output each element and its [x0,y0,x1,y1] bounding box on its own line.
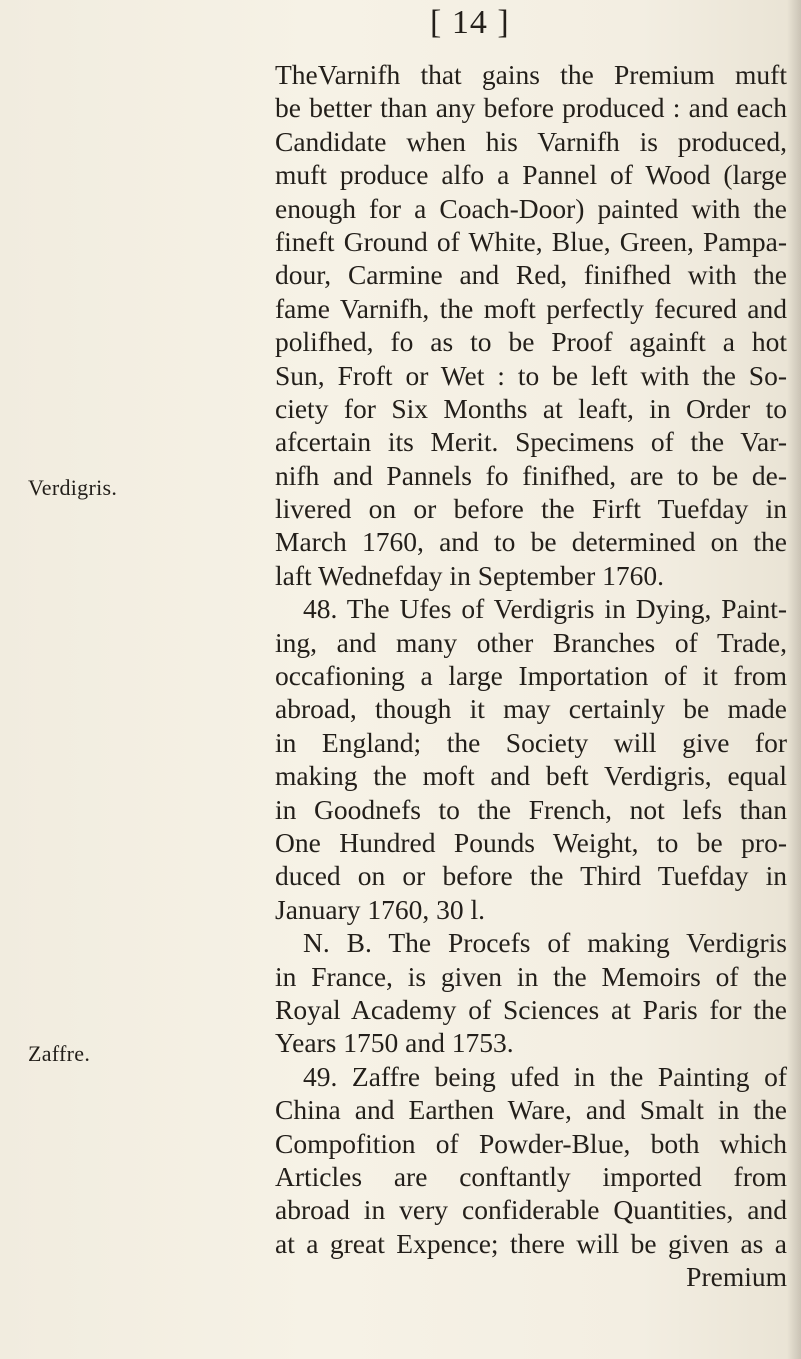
catchword: Premium [686,1261,787,1293]
text-line: fineft Ground of White, Blue, Green, Pampa- [275,225,787,257]
text-line: China and Earthen Ware, and Smalt in the [275,1094,787,1126]
margin-note-zaffre: Zaffre. [28,1041,91,1066]
text-line: ing, and many other Branches of Trade, [275,626,787,658]
text-line: be better than any before produced : and each [275,92,787,124]
text-line: in Goodnefs to the French, not lefs than [275,793,787,825]
text-line: making the moft and beft Verdigris, equal [275,760,787,792]
text-line: Royal Academy of Sciences at Paris for the [275,993,787,1025]
text-line: dour, Carmine and Red, finifhed with the [275,259,787,291]
text-line: March 1760, and to be determined on the [275,526,787,558]
text-line: polifhed, fo as to be Proof againft a hot [275,326,787,358]
text-line: muft produce alfo a Pannel of Wood (large [275,159,787,191]
text-line: Sun, Froft or Wet : to be left with the So- [275,359,787,391]
text-line: One Hundred Pounds Weight, to be pro- [275,826,787,858]
text-line: ciety for Six Months at leaft, in Order to [275,392,787,424]
page-number: [ 14 ] [430,4,510,41]
text-line: Articles are conftantly imported from [275,1160,787,1192]
text-line: at a great Expence; there will be given as a [275,1227,787,1259]
text-line: afcertain its Merit. Specimens of the Var- [275,426,787,458]
text-line: N. B. The Procefs of making Verdigris [303,927,787,959]
text-line: TheVarnifh that gains the Premium muft [275,59,787,90]
text-line: January 1760, 30 l. [275,893,486,925]
text-line: 49. Zaffre being ufed in the Painting of [303,1060,787,1092]
text-line: occafioning a large Importation of it from [275,660,787,692]
text-line: Candidate when his Varnifh is produced, [275,125,787,157]
text-line: 48. The Ufes of Verdigris in Dying, Paint- [303,593,787,625]
text-line: abroad, though it may certainly be made [275,693,787,725]
text-line: in England; the Society will give for [275,726,787,758]
text-line: livered on or before the Firft Tuefday in [275,493,787,525]
text-line: Years 1750 and 1753. [275,1027,514,1059]
text-line: fame Varnifh, the moft perfectly fecured and [275,292,787,324]
text-line: laft Wednefday in September 1760. [275,559,665,591]
text-line: abroad in very confiderable Quantities, and [275,1194,787,1226]
text-line: enough for a Coach-Door) painted with the [275,192,787,224]
text-line: Compofition of Powder-Blue, both which [275,1127,787,1159]
text-line: duced on or before the Third Tuefday in [275,860,787,892]
margin-note-verdigris: Verdigris. [28,475,118,500]
body-text [275,58,787,1293]
text-line: in France, is given in the Memoirs of the [275,960,787,992]
text-line: nifh and Pannels fo finifhed, are to be de- [275,459,787,491]
